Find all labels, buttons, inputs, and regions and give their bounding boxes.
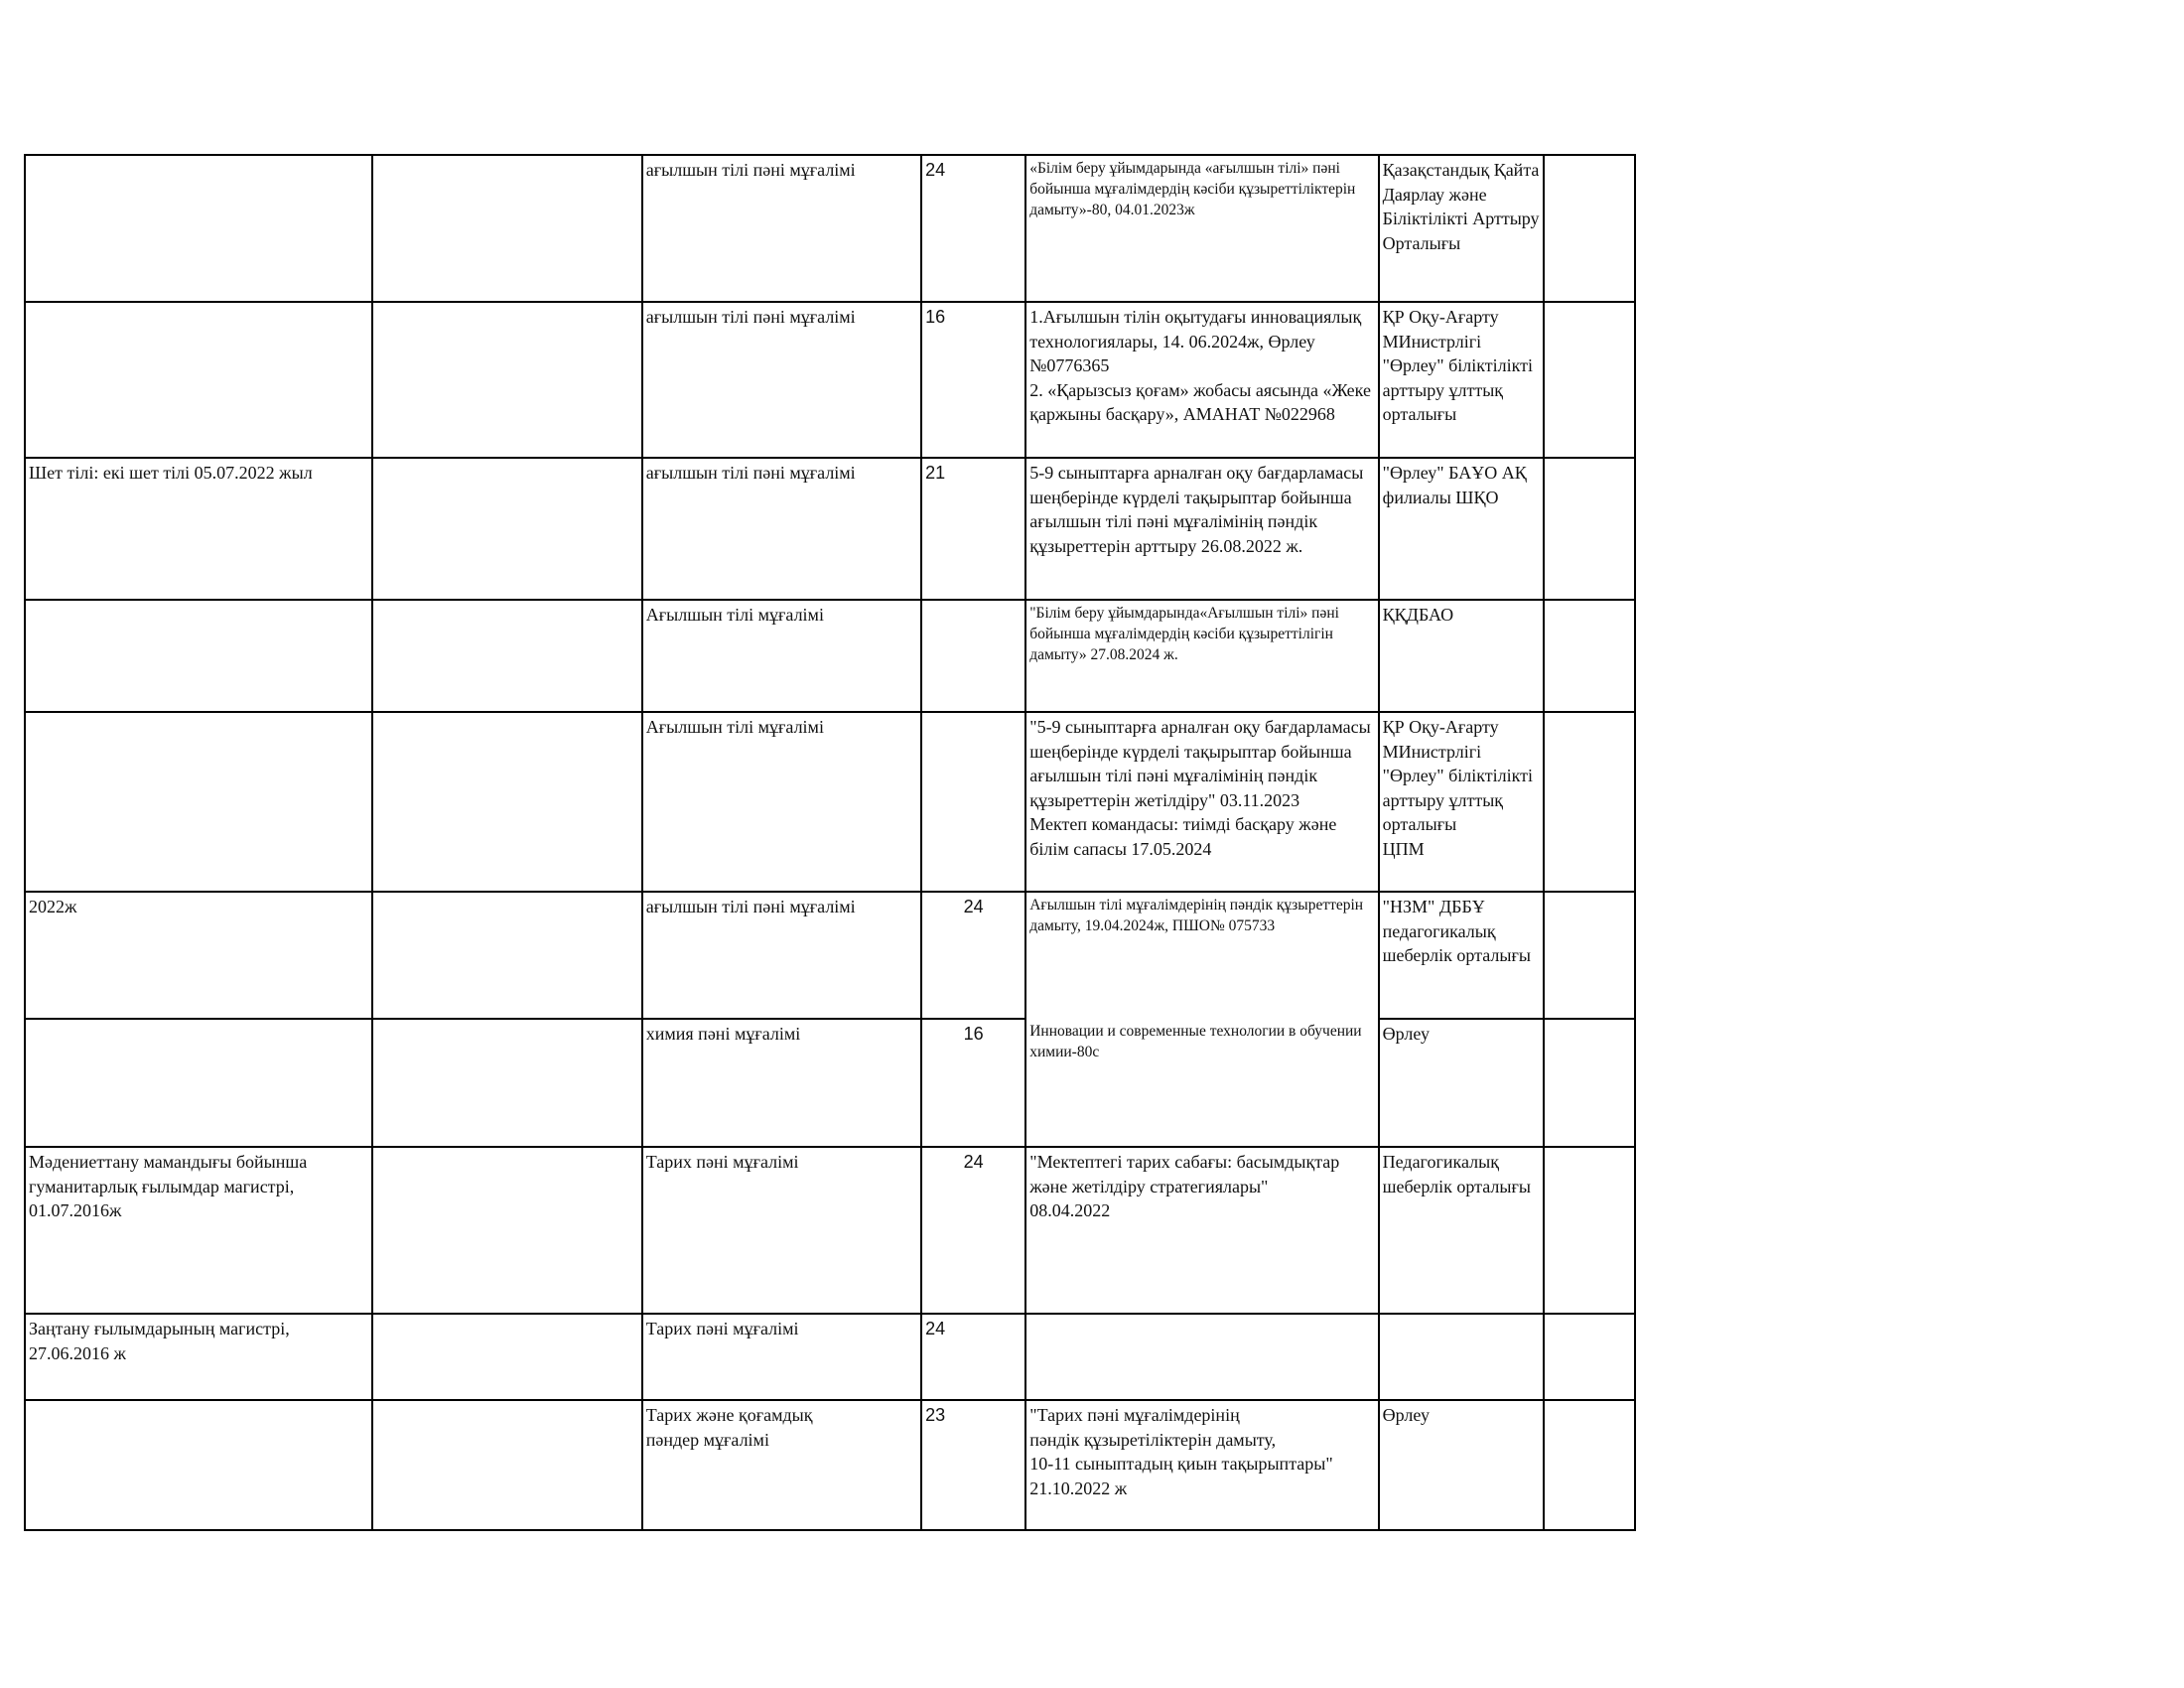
organization-cell — [1379, 1314, 1544, 1400]
course-line: 1.Ағылшын тілін оқытудағы инновациялық технологиялары, 14. 06.2024ж, Өрлеу №0776365 — [1029, 307, 1362, 375]
empty-cell — [372, 1019, 641, 1147]
education-cell — [25, 600, 372, 712]
organization-cell: ҚР Оқу-Ағарту МИнистрлігі "Өрлеу" біліктілікті арттыру ұлттық орталығы — [1379, 302, 1544, 458]
organization-line: ЦПМ — [1382, 838, 1425, 859]
table-row — [25, 155, 1635, 302]
table-row — [25, 1314, 1635, 1400]
position-cell: Тарих пәні мұғалімі — [642, 1314, 921, 1400]
position-cell: химия пәні мұғалімі — [642, 1019, 921, 1147]
empty-cell — [372, 600, 641, 712]
education-cell: Шет тілі: екі шет тілі 05.07.2022 жыл — [25, 458, 372, 600]
position-line: Тарих және қоғамдық — [645, 1405, 813, 1425]
hours-cell — [921, 712, 1025, 892]
staff-qualification-table — [24, 154, 1636, 1531]
table-row — [25, 892, 1635, 1019]
position-cell: Ағылшын тілі мұғалімі — [642, 600, 921, 712]
table-row — [25, 712, 1635, 892]
hours-cell: 16 — [921, 1019, 1025, 1147]
table-row — [25, 1019, 1635, 1147]
table-row — [25, 600, 1635, 712]
empty-cell — [372, 155, 641, 302]
hours-cell: 24 — [921, 892, 1025, 1019]
education-cell — [25, 1019, 372, 1147]
hours-cell: 16 — [921, 302, 1025, 458]
hours-cell — [921, 600, 1025, 712]
empty-cell — [372, 302, 641, 458]
education-cell — [25, 712, 372, 892]
course-line: 10-11 сыныптадың қиын тақырыптары" — [1029, 1454, 1333, 1474]
note-cell — [1544, 155, 1635, 302]
course-cell — [1025, 712, 1378, 892]
empty-cell — [372, 458, 641, 600]
position-line: пәндер мұғалімі — [645, 1429, 769, 1450]
note-cell — [1544, 1314, 1635, 1400]
course-cell — [1025, 1400, 1378, 1530]
position-cell: ағылшын тілі пәні мұғалімі — [642, 458, 921, 600]
position-cell: Тарих пәні мұғалімі — [642, 1147, 921, 1314]
course-line: "Мектептегі тарих сабағы: басымдықтар және жетілдіру стратегиялары" — [1029, 1152, 1340, 1196]
course-cell: «Білім беру ұйымдарында «ағылшын тілі» пәні бойынша мұғалімдердің кәсіби құзыреттіліктерін дамыту»-80, 04.01.2023ж — [1025, 155, 1378, 302]
organization-cell: Өрлеу — [1379, 1400, 1544, 1530]
position-cell — [642, 1400, 921, 1530]
education-cell: Заңтану ғылымдарының магистрі, 27.06.2016 ж — [25, 1314, 372, 1400]
empty-cell — [372, 712, 641, 892]
hours-cell: 21 — [921, 458, 1025, 600]
course-line: 2. «Қарызсыз қоғам» жобасы аясында «Жеке қаржыны басқару», АМАНАТ №022968 — [1029, 379, 1371, 424]
note-cell — [1544, 892, 1635, 1019]
note-cell — [1544, 1400, 1635, 1530]
position-cell: ағылшын тілі пәні мұғалімі — [642, 302, 921, 458]
course-cell: Инновации и современные технологии в обучении химии-80с — [1025, 1019, 1378, 1147]
organization-cell: Қазақстандық Қайта Даярлау және Біліктілікті Арттыру Орталығы — [1379, 155, 1544, 302]
course-cell — [1025, 1314, 1378, 1400]
position-cell: ағылшын тілі пәні мұғалімі — [642, 892, 921, 1019]
course-cell: "Білім беру ұйымдарында«Ағылшын тілі» пәні бойынша мұғалімдердің кәсіби құзыреттілігін дамыту» 27.08.2024 ж. — [1025, 600, 1378, 712]
note-cell — [1544, 600, 1635, 712]
note-cell — [1544, 302, 1635, 458]
table-row — [25, 1147, 1635, 1314]
table-row — [25, 1400, 1635, 1530]
organization-cell: ҚҚДБАО — [1379, 600, 1544, 712]
course-cell — [1025, 302, 1378, 458]
empty-cell — [372, 892, 641, 1019]
organization-cell: Педагогикалық шеберлік орталығы — [1379, 1147, 1544, 1314]
note-cell — [1544, 1147, 1635, 1314]
course-line: Мектеп командасы: тиімді басқару және білім сапасы 17.05.2024 — [1029, 814, 1337, 859]
note-cell — [1544, 458, 1635, 600]
organization-cell: Өрлеу — [1379, 1019, 1544, 1147]
course-cell — [1025, 1147, 1378, 1314]
empty-cell — [372, 1400, 641, 1530]
organization-cell: "НЗМ" ДББҰ педагогикалық шеберлік орталығы — [1379, 892, 1544, 1019]
table-row — [25, 302, 1635, 458]
organization-cell — [1379, 712, 1544, 892]
hours-cell: 23 — [921, 1400, 1025, 1530]
education-cell — [25, 302, 372, 458]
course-line: "Тарих пәні мұғалімдерінің — [1029, 1405, 1240, 1425]
empty-cell — [372, 1147, 641, 1314]
education-cell — [25, 155, 372, 302]
hours-cell: 24 — [921, 155, 1025, 302]
education-cell — [25, 1400, 372, 1530]
education-cell: Мәдениеттану мамандығы бойынша гуманитарлық ғылымдар магистрі, 01.07.2016ж — [25, 1147, 372, 1314]
position-cell: Ағылшын тілі мұғалімі — [642, 712, 921, 892]
table-row — [25, 458, 1635, 600]
empty-cell — [372, 1314, 641, 1400]
course-line: 08.04.2022 — [1029, 1200, 1111, 1220]
course-cell: 5-9 сыныптарға арналған оқу бағдарламасы шеңберінде күрделі тақырыптар бойынша ағылшын тілі пәні мұғалімінің пәндік құзыреттерін арттыру 26.08.2022 ж. — [1025, 458, 1378, 600]
course-line: "5-9 сыныптарға арналған оқу бағдарламасы шеңберінде күрделі тақырыптар бойынша ағылшын тілі пәні мұғалімінің пәндік құзыреттерін жетілдіру" 03.11.2023 — [1029, 717, 1371, 810]
hours-cell: 24 — [921, 1314, 1025, 1400]
position-cell: ағылшын тілі пәні мұғалімі — [642, 155, 921, 302]
organization-line: ҚР Оқу-Ағарту МИнистрлігі "Өрлеу" біліктілікті арттыру ұлттық орталығы — [1382, 717, 1534, 834]
education-cell: 2022ж — [25, 892, 372, 1019]
note-cell — [1544, 1019, 1635, 1147]
organization-cell: "Өрлеу" БАҰО АҚ филиалы ШҚО — [1379, 458, 1544, 600]
course-cell: Ағылшын тілі мұғалімдерінің пәндік құзыреттерін дамыту, 19.04.2024ж, ПШО№ 075733 — [1025, 892, 1378, 1019]
course-line: пәндік құзыретіліктерін дамыту, — [1029, 1429, 1277, 1450]
course-line: 21.10.2022 ж — [1029, 1477, 1128, 1498]
note-cell — [1544, 712, 1635, 892]
hours-cell: 24 — [921, 1147, 1025, 1314]
